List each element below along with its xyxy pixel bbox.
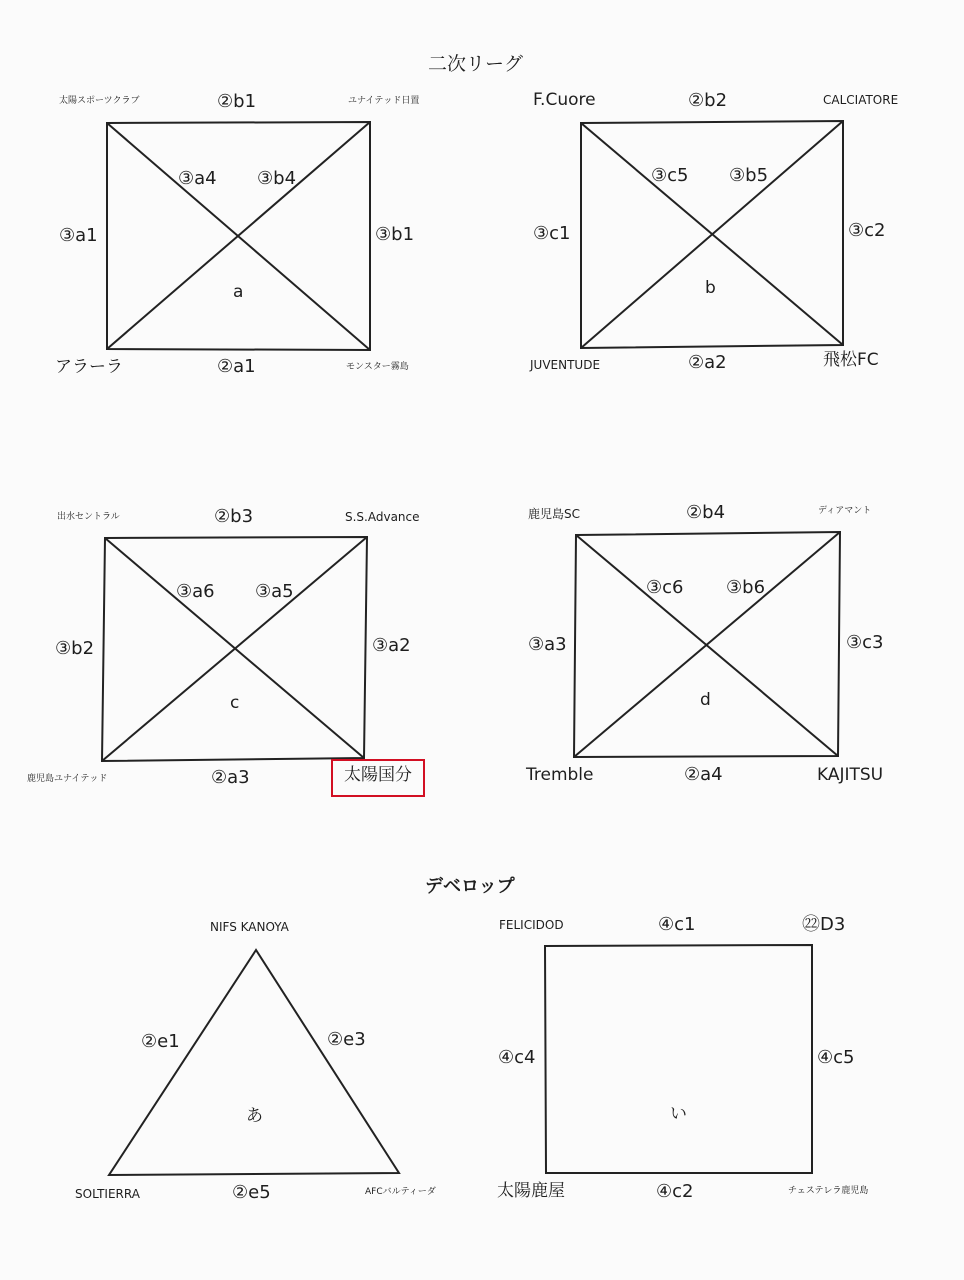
team-label: FELICIDOD: [499, 918, 564, 932]
match-code: ②b2: [688, 90, 728, 111]
match-code: ③a3: [528, 634, 567, 655]
match-code: ④c2: [656, 1181, 694, 1202]
match-code: ③b1: [375, 224, 415, 245]
team-label: AFCバルティーダ: [365, 1187, 436, 1197]
match-code: ②e3: [327, 1029, 366, 1050]
match-code: ③c3: [846, 632, 884, 653]
team-label: CALCIATORE: [823, 93, 899, 107]
team-label: Tremble: [526, 765, 594, 785]
team-label: ユナイテッド日置: [348, 96, 420, 106]
match-code: ④c1: [658, 914, 696, 935]
group-label: い: [670, 1104, 687, 1124]
team-label: 鹿児島SC: [528, 507, 580, 521]
group-label: あ: [246, 1106, 263, 1126]
team-label: 飛松FC: [823, 350, 879, 370]
team-label: 太陽鹿屋: [497, 1181, 565, 1201]
group-i-rectangle: [545, 945, 812, 1173]
group-label: b: [705, 278, 716, 298]
match-code: ③c6: [646, 577, 684, 598]
match-code: ③a4: [178, 168, 217, 189]
group-label: d: [700, 690, 711, 710]
match-code: ③a1: [59, 225, 98, 246]
match-code: ③b6: [726, 577, 766, 598]
match-code: ④c4: [498, 1047, 536, 1068]
team-label: モンスター霧島: [346, 362, 409, 372]
match-code: ②a2: [688, 352, 727, 373]
match-code: ②b4: [686, 502, 726, 523]
match-code: ③c1: [533, 223, 571, 244]
match-code: ③a5: [255, 581, 294, 602]
match-code: ②a3: [211, 767, 250, 788]
match-code: ③b4: [257, 168, 297, 189]
group-a-triangle: [109, 950, 399, 1175]
match-code: ②a4: [684, 764, 723, 785]
match-code: ③c2: [848, 220, 886, 241]
team-label: ディアマント: [818, 506, 872, 516]
match-code: ②b1: [217, 91, 257, 112]
team-label: チェステレラ鹿児島: [788, 1186, 869, 1196]
team-label: JUVENTUDE: [530, 358, 601, 372]
match-code: ④c5: [817, 1047, 855, 1068]
match-code: ②e1: [141, 1031, 180, 1052]
team-label: NIFS KANOYA: [210, 920, 289, 934]
match-code: ③b5: [729, 165, 769, 186]
highlight-box: [331, 759, 425, 797]
team-label: F.Cuore: [533, 90, 596, 110]
group-label: c: [230, 693, 240, 713]
team-label: S.S.Advance: [345, 510, 420, 524]
match-code: ②b3: [214, 506, 254, 527]
match-code: ③b2: [55, 638, 95, 659]
match-code: ③a6: [176, 581, 215, 602]
team-label: アラーラ: [55, 357, 123, 377]
team-label: 出水セントラル: [57, 512, 120, 522]
team-label-highlighted: 太陽国分: [344, 765, 412, 785]
group-label: a: [233, 282, 244, 302]
section-title-develop: デベロップ: [425, 876, 515, 897]
section-title-second-league: 二次リーグ: [428, 53, 524, 75]
match-code: ③a2: [372, 635, 411, 656]
match-code: ③c5: [651, 165, 689, 186]
team-label: 太陽スポーツクラブ: [59, 96, 140, 106]
team-label: 鹿児島ユナイテッド: [27, 774, 108, 784]
team-label: SOLTIERRA: [75, 1187, 140, 1201]
match-code: ②a1: [217, 356, 256, 377]
match-code: ②e5: [232, 1182, 271, 1203]
team-label: KAJITSU: [817, 765, 884, 785]
team-label: ㉒D3: [802, 914, 846, 935]
